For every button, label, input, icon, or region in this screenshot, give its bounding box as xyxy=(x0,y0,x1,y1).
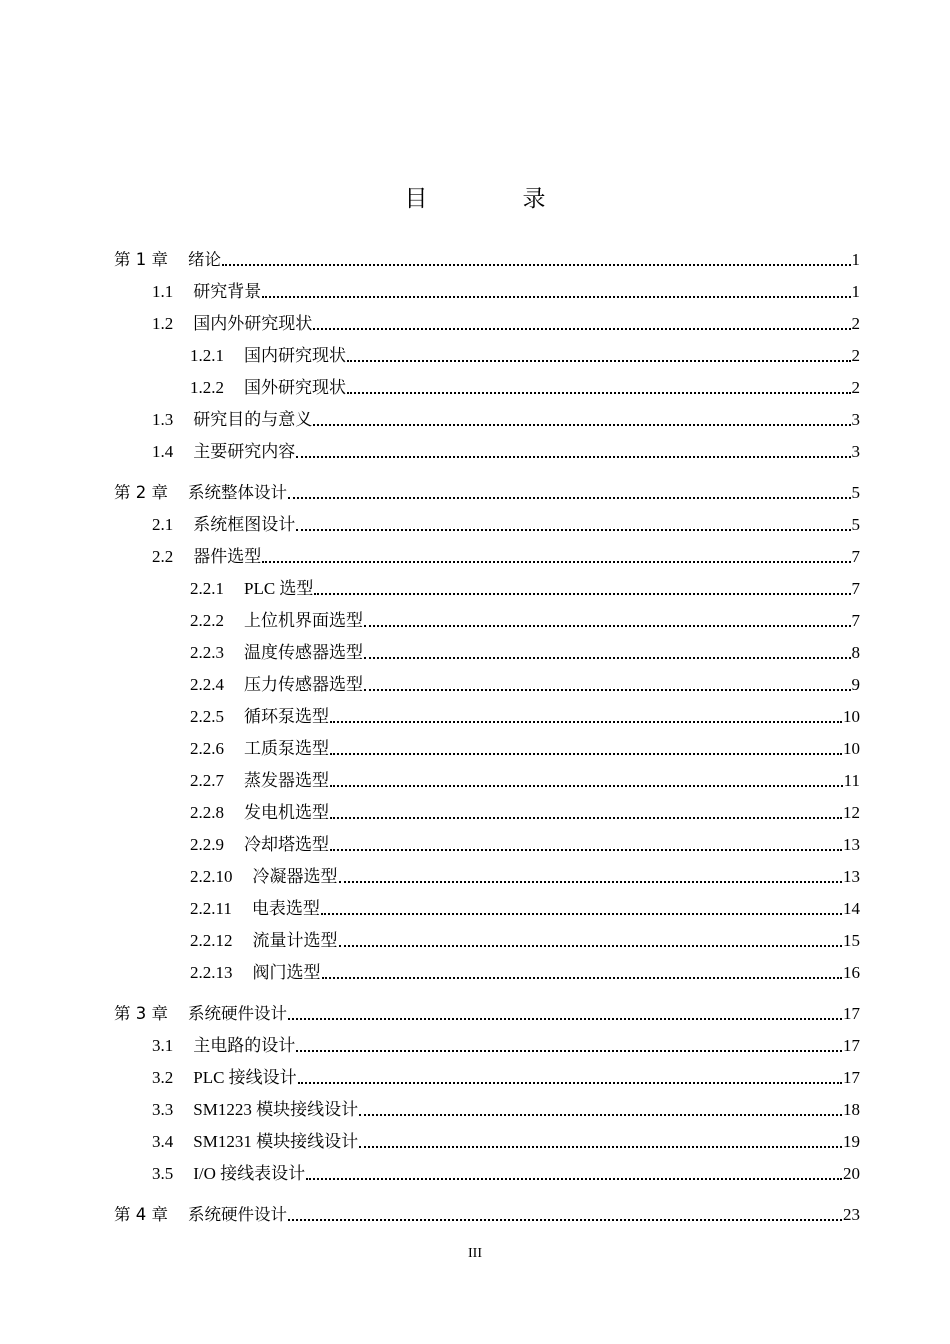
toc-entry-number: 2.2 xyxy=(152,547,174,566)
dot-leader xyxy=(364,656,851,659)
toc-entry-page: 2 xyxy=(851,314,860,333)
toc-entry[interactable] xyxy=(190,605,860,631)
toc-entry-number: 3.1 xyxy=(152,1036,174,1055)
toc-entry-number: 2.2.13 xyxy=(190,963,233,982)
toc-entry[interactable] xyxy=(190,829,860,855)
dot-leader xyxy=(288,1017,842,1020)
toc-entry[interactable] xyxy=(152,308,860,334)
toc-entry-number: 2.2.8 xyxy=(190,803,224,822)
toc-entry[interactable] xyxy=(152,1158,860,1184)
toc-entry-number: 2.2.4 xyxy=(190,675,224,694)
toc-entry-page: 19 xyxy=(843,1132,860,1151)
toc-entry-title: 发电机选型 xyxy=(244,803,329,822)
toc-entry[interactable] xyxy=(152,404,860,430)
toc-entry-title: PLC 接线设计 xyxy=(193,1068,297,1087)
toc-entry[interactable] xyxy=(190,573,860,599)
toc-entry-page: 23 xyxy=(843,1205,860,1224)
toc-entry-number: 第 2 章 xyxy=(114,483,168,502)
toc-entry[interactable] xyxy=(190,372,860,398)
toc-entry-number: 1.2.2 xyxy=(190,378,224,397)
toc-entry-page: 17 xyxy=(843,1068,860,1087)
dot-leader xyxy=(313,423,850,426)
toc-chapter-entry[interactable] xyxy=(114,1199,860,1225)
toc-entry-page: 10 xyxy=(843,707,860,726)
dot-leader xyxy=(347,359,851,362)
toc-entry-title: 阀门选型 xyxy=(252,963,321,982)
toc-entry-number: 3.5 xyxy=(152,1164,174,1183)
dot-leader xyxy=(359,1113,842,1116)
toc-entry-title: 冷凝器选型 xyxy=(252,867,338,886)
toc-chapter-entry[interactable] xyxy=(114,244,860,270)
toc-entry-title: 研究目的与意义 xyxy=(193,410,313,429)
dot-leader xyxy=(339,944,843,947)
dot-leader xyxy=(306,1177,842,1180)
toc-entry[interactable] xyxy=(152,1094,860,1120)
toc-entry-number: 3.3 xyxy=(152,1100,174,1119)
toc-chapter-entry[interactable] xyxy=(114,477,860,503)
toc-entry-page: 13 xyxy=(843,867,860,886)
toc-entry-page: 11 xyxy=(843,771,860,790)
toc-entry-title: 主电路的设计 xyxy=(193,1036,296,1055)
dot-leader xyxy=(322,976,843,979)
dot-leader xyxy=(296,528,850,531)
toc-entry-title: 循环泵选型 xyxy=(244,707,329,726)
toc-entry-title: 压力传感器选型 xyxy=(244,675,363,694)
toc-entry-page: 12 xyxy=(843,803,860,822)
dot-leader xyxy=(364,624,851,627)
toc-title: 目 录 xyxy=(404,186,582,212)
toc-entry-title: 温度传感器选型 xyxy=(244,643,363,662)
toc-entry-number: 2.2.9 xyxy=(190,835,224,854)
dot-leader xyxy=(298,1081,842,1084)
toc-entry-number: 第 4 章 xyxy=(114,1205,168,1224)
toc-entry-title: 系统硬件设计 xyxy=(188,1205,287,1224)
toc-entry-number: 2.2.7 xyxy=(190,771,224,790)
toc-entry-page: 2 xyxy=(851,346,860,365)
dot-leader xyxy=(330,816,842,819)
toc-entry-page: 20 xyxy=(843,1164,860,1183)
toc-entry[interactable] xyxy=(152,541,860,567)
toc-entry-number: 1.2.1 xyxy=(190,346,224,365)
toc-entry-number: 1.2 xyxy=(152,314,174,333)
toc-entry-page: 2 xyxy=(851,378,860,397)
toc-entry-title: 流量计选型 xyxy=(252,931,338,950)
toc-entry-title: 冷却塔选型 xyxy=(244,835,329,854)
toc-entry-page: 8 xyxy=(851,643,860,662)
toc-entry-title: 系统整体设计 xyxy=(188,483,287,502)
dot-leader xyxy=(339,880,843,883)
toc-entry[interactable] xyxy=(190,893,860,919)
toc-entry-number: 第 3 章 xyxy=(114,1004,168,1023)
toc-entry-title: 系统硬件设计 xyxy=(188,1004,287,1023)
toc-entry-page: 10 xyxy=(843,739,860,758)
dot-leader xyxy=(288,496,851,499)
toc-entry-page: 14 xyxy=(843,899,860,918)
toc-entry-page: 3 xyxy=(851,410,860,429)
dot-leader xyxy=(262,295,850,298)
toc-entry-number: 2.2.6 xyxy=(190,739,224,758)
toc-entry[interactable] xyxy=(190,861,860,887)
toc-entry-title: 工质泵选型 xyxy=(244,739,329,758)
dot-leader xyxy=(321,912,842,915)
dot-leader xyxy=(330,784,843,787)
toc-entry-page: 7 xyxy=(851,547,860,566)
dot-leader xyxy=(288,1218,842,1221)
toc-entry-number: 2.2.3 xyxy=(190,643,224,662)
toc-entry[interactable] xyxy=(190,669,860,695)
toc-entry-number: 3.2 xyxy=(152,1068,174,1087)
toc-entry-page: 5 xyxy=(851,483,860,502)
page-number-footer: III xyxy=(468,1246,482,1261)
toc-entry[interactable] xyxy=(190,733,860,759)
toc-entry-title: 系统框图设计 xyxy=(193,515,296,534)
toc-entry-title: 器件选型 xyxy=(193,547,262,566)
toc-entry-title: 上位机界面选型 xyxy=(244,611,363,630)
toc-entry-title: 国外研究现状 xyxy=(244,378,346,397)
toc-entry-title: SM1231 模块接线设计 xyxy=(193,1132,359,1151)
toc-entry-page: 1 xyxy=(851,282,860,301)
toc-entry-page: 7 xyxy=(851,611,860,630)
toc-entry-number: 1.1 xyxy=(152,282,174,301)
toc-entry-number: 2.1 xyxy=(152,515,174,534)
dot-leader xyxy=(296,455,850,458)
toc-entry[interactable] xyxy=(152,509,860,535)
toc-entry-page: 9 xyxy=(851,675,860,694)
toc-entry[interactable] xyxy=(190,340,860,366)
dot-leader xyxy=(262,560,850,563)
toc-entry[interactable] xyxy=(152,1062,860,1088)
toc-entry[interactable] xyxy=(152,436,860,462)
dot-leader xyxy=(347,391,851,394)
toc-entry-number: 1.3 xyxy=(152,410,174,429)
toc-entry-number: 2.2.5 xyxy=(190,707,224,726)
toc-entry[interactable] xyxy=(190,637,860,663)
dot-leader xyxy=(330,752,842,755)
toc-entry-title: 蒸发器选型 xyxy=(244,771,329,790)
dot-leader xyxy=(330,848,842,851)
toc-entry[interactable] xyxy=(152,1030,860,1056)
toc-entry-page: 3 xyxy=(851,442,860,461)
dot-leader xyxy=(313,327,850,330)
toc-entry[interactable] xyxy=(190,765,860,791)
toc-entry-title: 国内外研究现状 xyxy=(193,314,313,333)
toc-entry-number: 2.2.12 xyxy=(190,931,233,950)
toc-entry-number: 2.2.10 xyxy=(190,867,233,886)
toc-entry-title: I/O 接线表设计 xyxy=(193,1164,306,1183)
toc-entry-page: 18 xyxy=(843,1100,860,1119)
toc-entry[interactable] xyxy=(190,701,860,727)
toc-entry-number: 2.2.11 xyxy=(190,899,232,918)
toc-entry-number: 1.4 xyxy=(152,442,174,461)
toc-entry[interactable] xyxy=(152,276,860,302)
toc-entry-title: SM1223 模块接线设计 xyxy=(193,1100,359,1119)
toc-chapter-entry[interactable] xyxy=(114,998,860,1024)
toc-entry-page: 16 xyxy=(843,963,860,982)
toc-entry-title: 电表选型 xyxy=(251,899,320,918)
dot-leader xyxy=(330,720,842,723)
toc-entry-page: 17 xyxy=(843,1004,860,1023)
toc-entry-page: 1 xyxy=(851,250,860,269)
toc-entry-number: 第 1 章 xyxy=(114,250,168,269)
toc-entry-title: 研究背景 xyxy=(193,282,262,301)
dot-leader xyxy=(222,263,851,266)
toc-entry[interactable] xyxy=(190,925,860,951)
toc-entry[interactable] xyxy=(190,797,860,823)
dot-leader xyxy=(314,592,850,595)
toc-entry[interactable] xyxy=(152,1126,860,1152)
toc-entry-title: 国内研究现状 xyxy=(244,346,346,365)
toc-entry-title: 绪论 xyxy=(188,250,221,269)
toc-entry-page: 5 xyxy=(851,515,860,534)
toc-entry-page: 13 xyxy=(843,835,860,854)
dot-leader xyxy=(296,1049,842,1052)
toc-entry-title: 主要研究内容 xyxy=(193,442,296,461)
toc-entry-number: 2.2.1 xyxy=(190,579,224,598)
toc-entry[interactable] xyxy=(190,957,860,983)
toc-entry-title: PLC 选型 xyxy=(244,579,314,598)
toc-entry-page: 17 xyxy=(843,1036,860,1055)
dot-leader xyxy=(364,688,851,691)
dot-leader xyxy=(359,1145,842,1148)
toc-entry-page: 7 xyxy=(851,579,860,598)
toc-entry-number: 3.4 xyxy=(152,1132,174,1151)
toc-entry-number: 2.2.2 xyxy=(190,611,224,630)
toc-entry-page: 15 xyxy=(843,931,860,950)
